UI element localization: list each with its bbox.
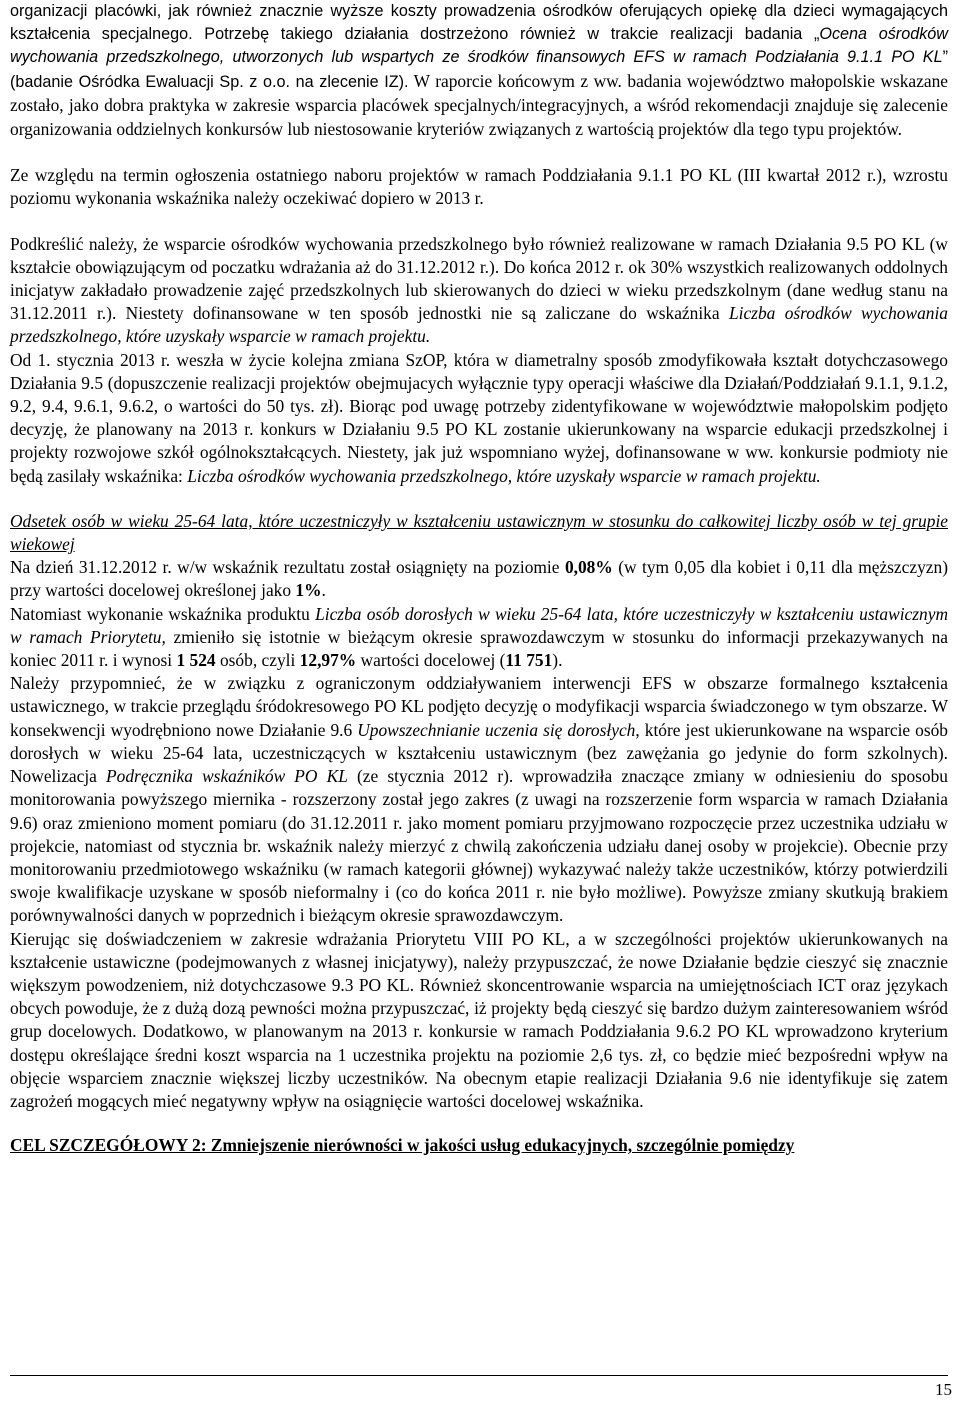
target-count: 11 751 [505,650,553,671]
text-run: Na dzień 31.12.2012 r. w/w wskaźnik rezultatu został osiągnięty na poziomie [10,557,565,578]
percent-value: 12,97% [299,650,357,671]
indicator-title: Odsetek osób w wieku 25-64 lata, które uczestniczyły w kształceniu ustawicznym w stosunku do całkowitej liczby osób w tej grupie wiekowej [10,510,948,555]
indicator-name: Liczba ośrodków wychowania przedszkolnego, które uzyskały wsparcie w ramach projektu. [10,303,948,347]
result-value: 0,08% [564,557,613,578]
text-run: ). [552,650,563,671]
spacer [10,1113,948,1134]
paragraph-priority-viii: Kierując się doświadczeniem w zakresie wdrażania Priorytetu VIII PO KL, a w szczególności projektów ukierunkowanych na kształcenie ustawiczne (podejmowanych z własnej inicjatywy), należy przypuszczać, że nowe Działanie będzie cieszyć się znacznie większym powodzeniem, niż dotychczasowe 9.3 PO KL. Również skoncentrowanie wsparcia na umiejętnościach ICT oraz językach obcych powoduje, że z dużą dozą pewności można przypuszczać, iż projekty będą cieszyć się bardzo dużym zainteresowaniem wśród grup docelowych. Dodatkowo, w planowanym na 2013 r. konkursie w ramach Poddziałania 9.6.2 PO KL wprowadzono kryterium dostępu określające średni koszt wsparcia na 1 uczestnika projektu na poziomie 2,6 tys. zł, co będzie mieć bezpośredni wpływ na objęcie wsparciem znacznie większej liczby uczestników. Na obecnym etapie realizacji Działania 9.6 nie identyfikuje się zatem zagrożeń mogących mieć negatywny wpływ na osiągnięcie wartości docelowej wskaźnika. [10,928,948,1111]
text-run: zmieniło się istotnie w bieżącym okresie sprawozdawczym w stosunku do informacji przekazywanych na koniec 2011 r. i wynosi [10,626,948,671]
text-run: , które jest ukierunkowane na wsparcie osób dorosłych w wieku 25-64 lata, uczestniczących w kształceniu ustawicznym (bez zawężania go jedynie do form szkolnych). Nowelizacja [10,719,949,787]
paragraph-center-evaluation [10,0,948,142]
handbook-name: Podręcznika wskaźników PO KL [106,766,348,787]
text-run: Natomiast wykonanie wskaźnika produktu [10,603,316,624]
text-run: organizacji placówki, jak również znacznie wyższe koszty prowadzenia ośrodków oferujących opiekę dla dzieci wymagających kształcenia specjalnego. Potrzebę takiego działania dostrzeżono również w trakcie realizacji badania „ [10,2,948,44]
study-title: Ocena ośrodków wychowania przedszkolnego, utworzonych lub wspartych ze środków finansowych EFS w ramach Podziałania 9.1.1 PO KL [10,25,948,67]
document-page [10,0,948,1157]
paragraph-deadline: Ze względu na termin ogłoszenia ostatniego naboru projektów w ramach Poddziałania 9.1.1 PO KL (III kwartał 2012 r.), wzrostu poziomu wykonania wskaźnika należy oczekiwać dopiero w 2013 r. [10,165,948,209]
indicator-name: Liczba osób dorosłych w wieku 25-64 lata, które uczestniczyły w kształceniu ustawicznym w ramach Priorytetu, [10,603,949,647]
text-run: Podkreślić należy, że wsparcie ośrodków wychowania przedszkolnego było również realizowane w ramach Działania 9.5 PO KL (w kształcie obowiązującym od poczatku wdrażania aż do 31.12.2012 r.). Do końca 2012 r. ok 30% wszystkich realizowanych oddolnych inicjatyw zakładało prowadzenie zajęć przedszkolnych lub skierowanych do dzieci w wieku przedszkolnym (dane według stanu na 31.12.2011 r.). Niestety dofinansowane w ten sposób jednostki nie są zaliczane do wskaźnika [10,233,948,324]
section-heading [10,1134,948,1157]
indicator-name: Liczba ośrodków wychowania przedszkolnego, które uzyskały wsparcie w ramach projektu. [187,465,821,486]
spacer [10,142,948,164]
text-run: Należy przypomnieć, że w związku z ograniczonym oddziaływaniem interwencji EFS w obszarze formalnego kształcenia ustawicznego, w trakcie przeglądu śródokresowego PO KL podjęto decyzję o modyfikacji wsparcia świadczonego w tym obszarze. W konsekwencji wyodrębniono nowe Działanie 9.6 [10,673,948,740]
text-run: osób, czyli [215,650,300,671]
paragraph-result-level [10,556,948,602]
text-run: ” (badanie Ośródka Ewaluacji Sp. z o.o. na zlecenie IZ). [10,48,948,91]
participants-count: 1 524 [176,650,216,671]
indicator-heading [10,510,948,556]
objective-heading: CEL SZCZEGÓŁOWY 2: Zmniejszenie nierówności w jakości usług edukacyjnych, szczególnie pomiędzy [10,1135,795,1156]
text-run: wartości docelowej ( [356,650,506,671]
text-run: . [321,580,326,601]
text-run: Od 1. stycznia 2013 r. weszła w życie kolejna zmiana SzOP, która w diametralny sposób zmodyfikowała kształt dotychczasowego Działania 9.5 (dopuszczenie realizacji projektów obejmujacych wyłącznie typy operacji właściwe dla Działań/Poddziałań 9.1.1, 9.1.2, 9.2, 9.4, 9.6.1, 9.6.2, o wartości do 50 tys. zł). Biorąc pod uwagę potrzeby zidentyfikowane w województwie małopolskim podjęto decyzję, że planowany na 2013 r. konkurs w Działaniu 9.5 PO KL zostanie ukierunkowany na wsparcie edukacji przedszkolnej i projekty rozwojowe szkół ogólnokształcących. Niestety, jak już wspomniano wyżej, dofinansowane w ww. konkursie podmioty nie będą zasilały wskaźnika: [10,349,948,486]
paragraph-measure-9-5 [10,233,948,349]
page-number: 15 [935,1380,952,1399]
target-value: 1% [295,580,322,601]
spacer [10,488,948,510]
paragraph-product-indicator [10,603,948,673]
footer-rule [10,1375,948,1376]
text-run: W raporcie końcowym z ww. badania województwo małopolskie wskazane zostało, jako dobra praktyka w zakresie wsparcia placówek specjalnych/integracyjnych, a wśród rekomendacji znajduje się zalecenie organizowania oddzielnych konkursów lub niestosowanie kryteriów związanych z wartością projektów dla tego typu projektów. [10,70,948,140]
spacer [10,211,948,233]
text-run: (w tym 0,05 dla kobiet i 0,11 dla męższczyzn) przy wartości docelowej określonej jako [10,557,948,601]
paragraph-szop-change [10,349,948,488]
paragraph-measure-9-6 [10,672,948,927]
text-run: (ze stycznia 2012 r). wprowadziła znaczące zmiany w odniesieniu do sposobu monitorowania powyższego miernika - rozszerzony został jego zakres (z uwagi na rozszerzenie form wsparcia w ramach Działania 9.6) oraz zmieniono moment pomiaru (do 31.12.2011 r. jako moment pomiaru przyjmowano rozpoczęcie przez uczestnika udziału w projekcie, natomiast od stycznia br. wskaźnik należy mierzyć z chwilą zakończenia udziału danej osoby w projekcie). Obecnie przy monitorowaniu przedmiotowego wskaźniku (w ramach kategorii głównej) wykazywać należy także uczestników, którzy potwierdzili swoje kwalifikacje uzyskane w sposób nieformalny i (co do końca 2011 r. nie było możliwe). Powyższe zmiany skutkują brakiem porównywalności danych w poprzednich i bieżącym okresie sprawozdawczym. [10,766,948,926]
measure-name: Upowszechnianie uczenia się dorosłych [357,719,636,740]
